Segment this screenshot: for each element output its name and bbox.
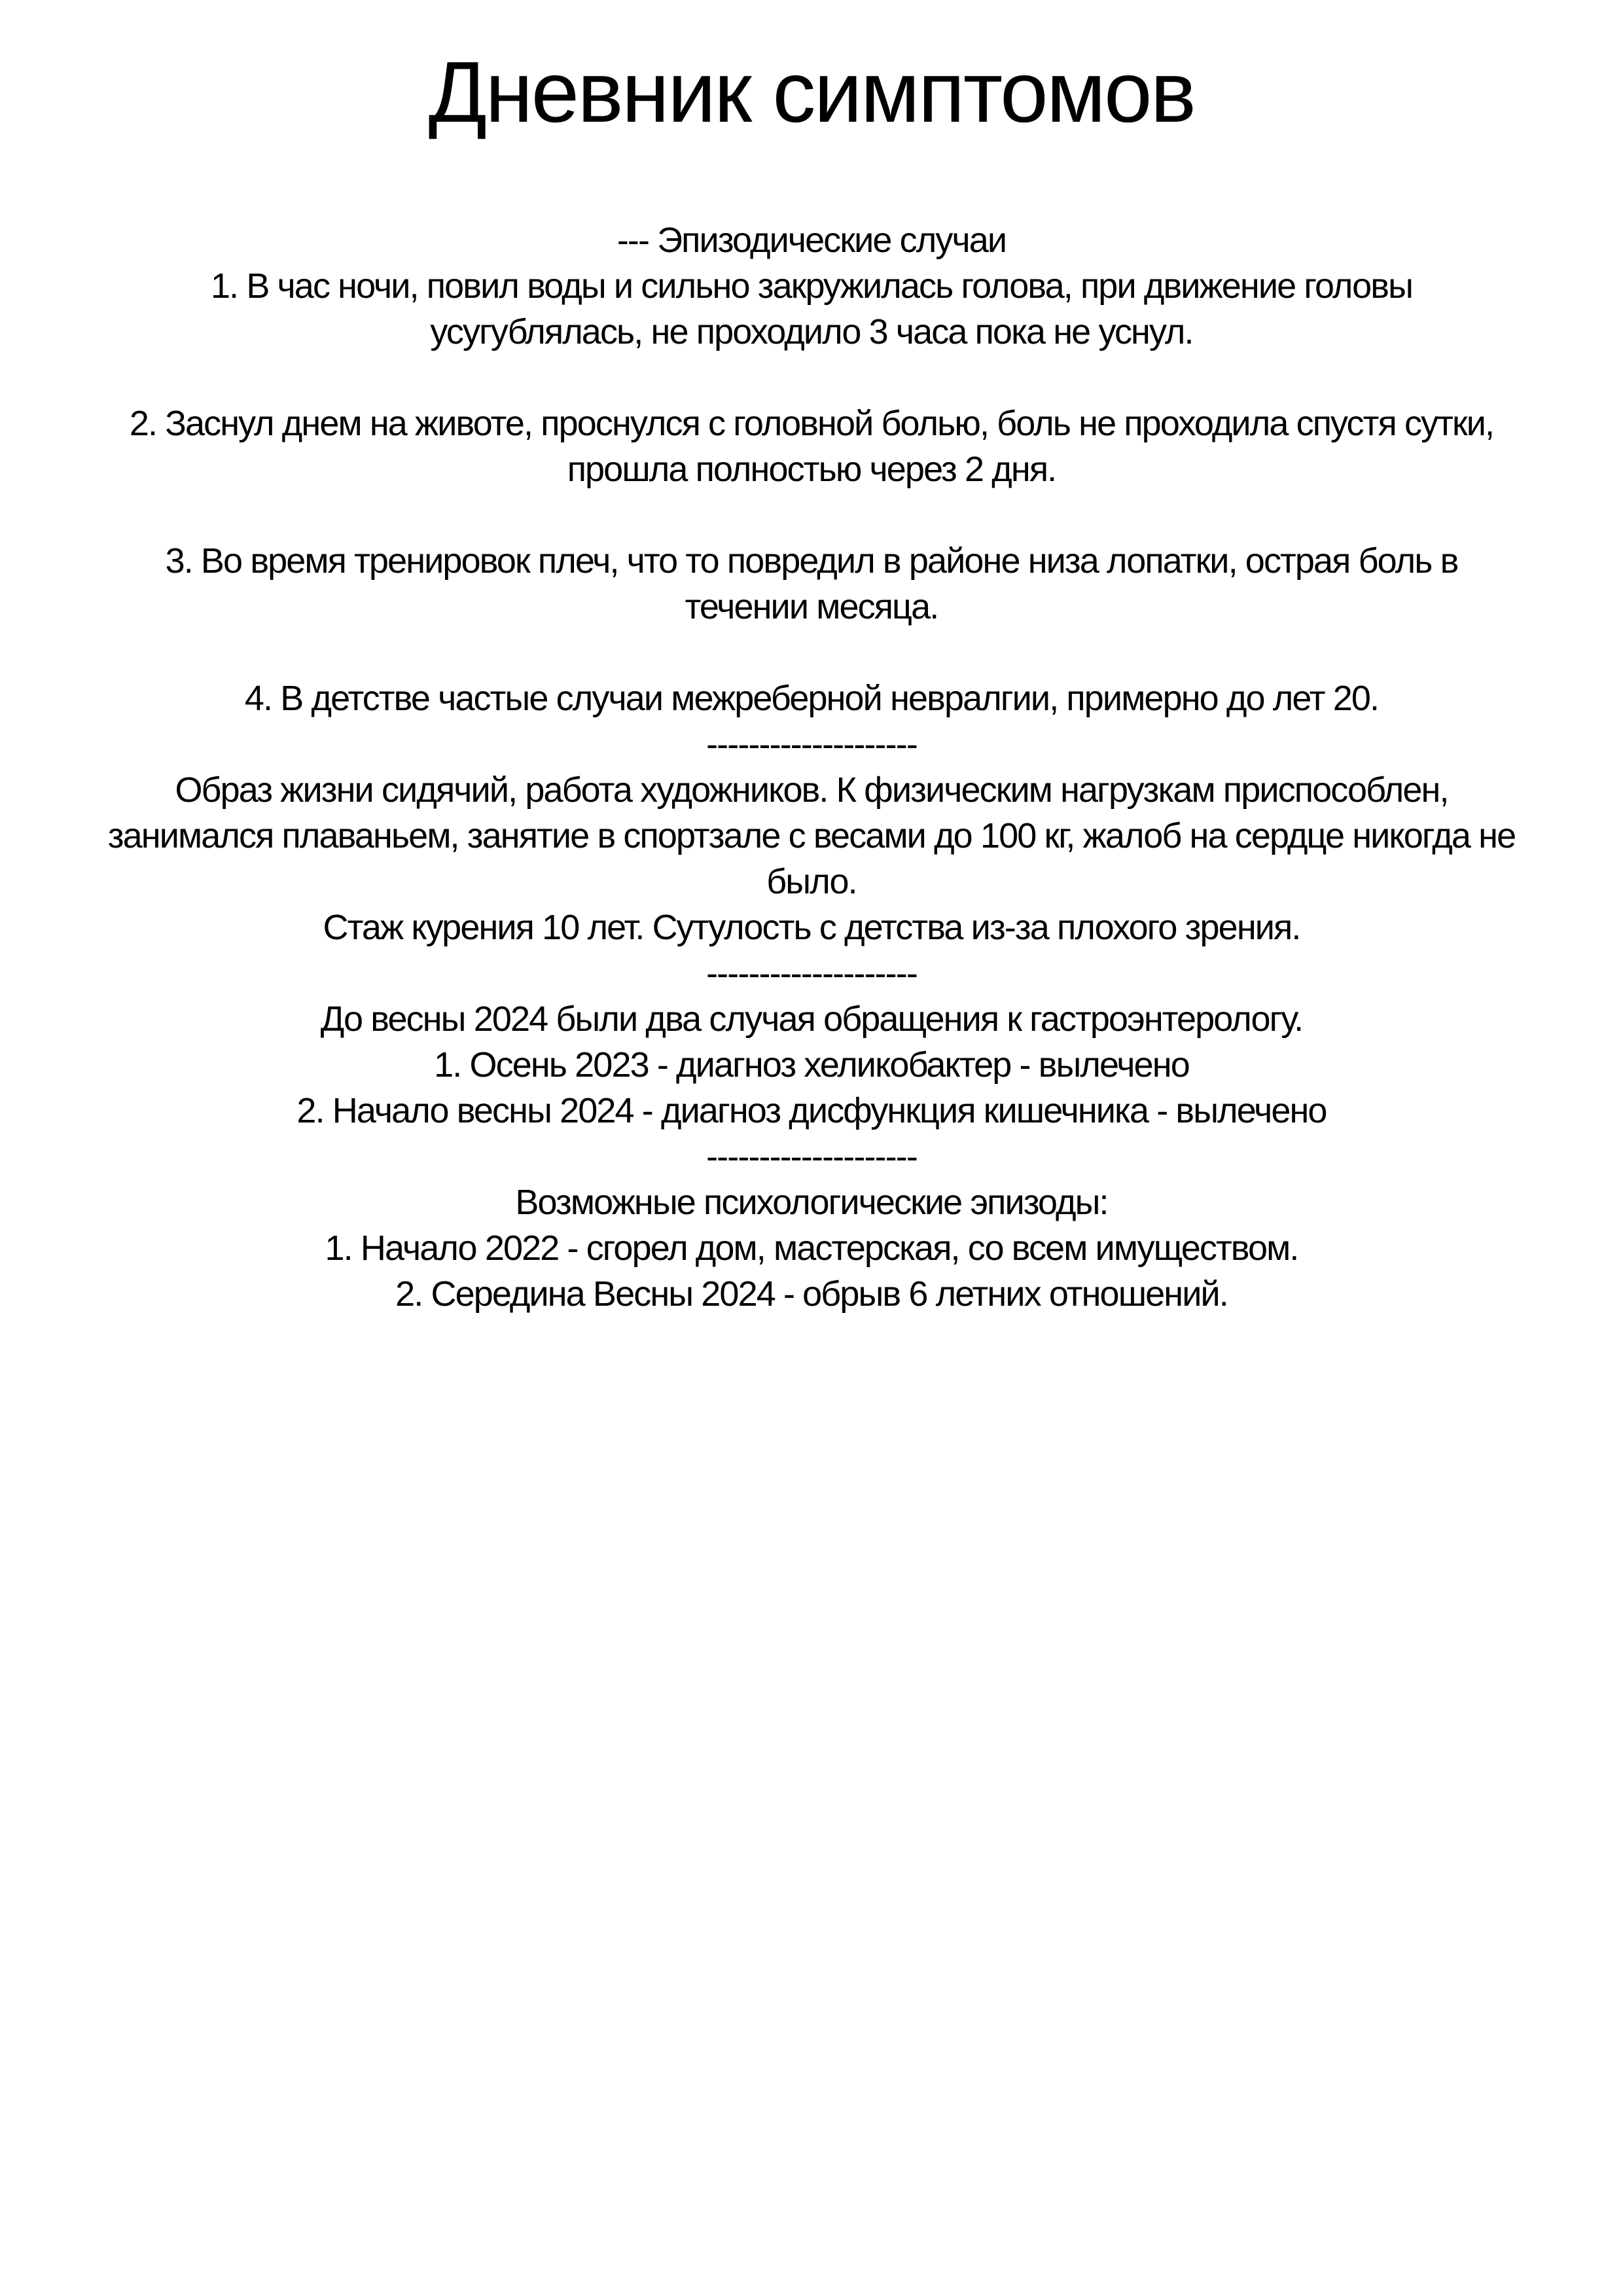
text-line: 4. В детстве частые случаи межреберной невралгии, примерно до лет 20. xyxy=(244,679,1379,718)
text-line: 2. Заснул днем на животе, проснулся с головной болью, боль не проходила спустя сутки, xyxy=(129,404,1494,443)
document-body xyxy=(0,217,1623,1317)
text-line: усугублялась, не проходило 3 часа пока не уснул. xyxy=(430,312,1193,351)
text-line: --- Эпизодические случаи xyxy=(616,221,1007,260)
text-line xyxy=(0,492,1623,538)
text-line: 2. Начало весны 2024 - диагноз дисфункция кишечника - вылечено xyxy=(296,1091,1327,1130)
text-line: Образ жизни сидячий, работа художников. К физическим нагрузкам приспособлен, xyxy=(175,770,1448,810)
text-line: До весны 2024 были два случая обращения к гастроэнтерологу. xyxy=(320,999,1303,1039)
text-line: Стаж курения 10 лет. Сутулость с детства из-за плохого зрения. xyxy=(323,908,1300,947)
text-line: было. xyxy=(766,862,857,901)
document-title: Дневник симптомов xyxy=(428,44,1195,140)
text-line xyxy=(0,355,1623,401)
text-line: 1. Начало 2022 - сгорел дом, мастерская, со всем имуществом. xyxy=(325,1229,1298,1268)
text-line: течении месяца. xyxy=(685,587,938,626)
text-line: 1. Осень 2023 - диагноз хеликобактер - вылечено xyxy=(434,1045,1189,1085)
text-line: 1. В час ночи, повил воды и сильно закружилась голова, при движение головы xyxy=(210,266,1413,306)
text-line: прошла полностью через 2 дня. xyxy=(567,450,1056,489)
separator-line: -------------------- xyxy=(706,725,917,764)
text-line: занимался плаваньем, занятие в спортзале с весами до 100 кг, жалоб на сердце никогда не xyxy=(107,816,1516,855)
text-line xyxy=(0,630,1623,675)
separator-line: -------------------- xyxy=(706,954,917,993)
text-line: Возможные психологические эпизоды: xyxy=(515,1183,1108,1222)
separator-line: -------------------- xyxy=(706,1137,917,1176)
text-line: 2. Середина Весны 2024 - обрыв 6 летних отношений. xyxy=(395,1274,1228,1314)
text-line: 3. Во время тренировок плеч, что то повредил в районе низа лопатки, острая боль в xyxy=(165,541,1458,581)
